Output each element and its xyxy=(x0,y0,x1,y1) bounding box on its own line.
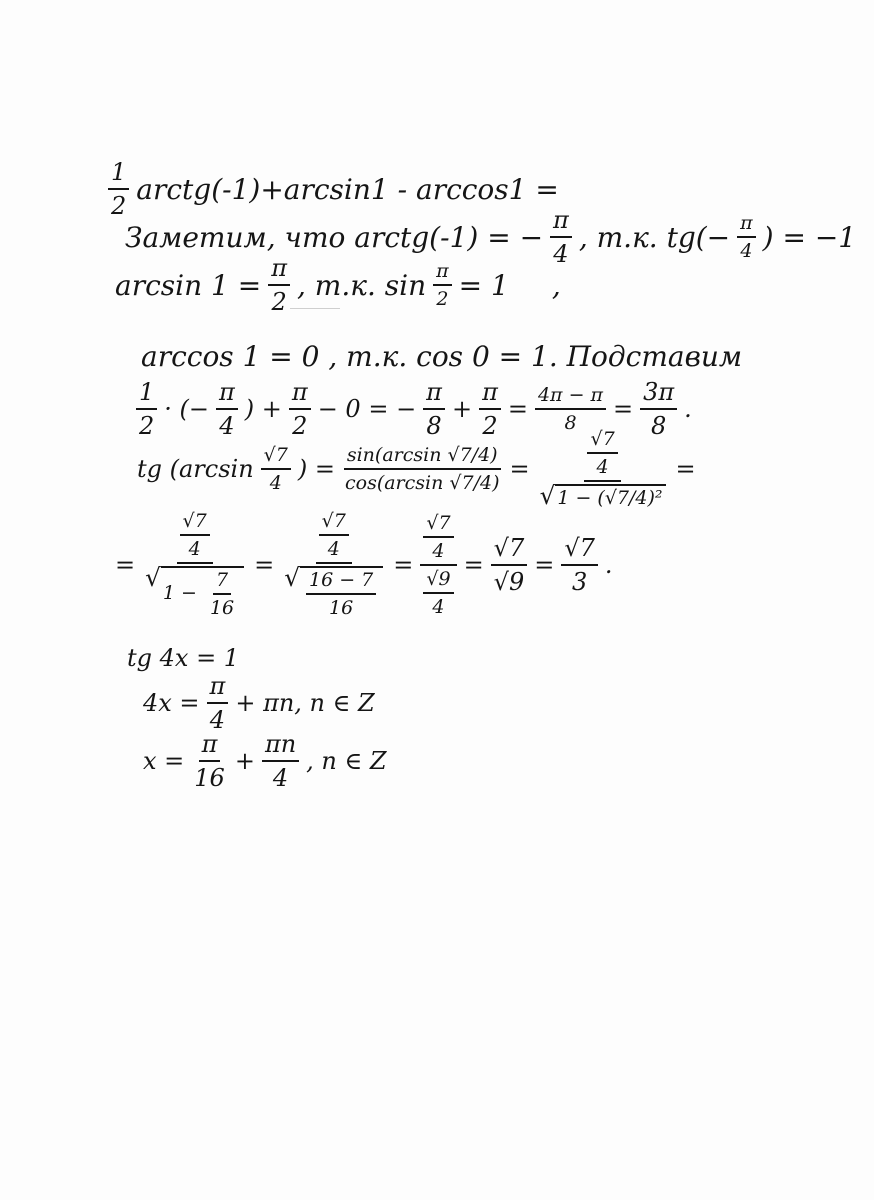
fraction-denominator: 4 xyxy=(188,538,201,560)
fraction-denominator: 4 xyxy=(272,764,289,792)
line-5-f: = xyxy=(507,395,528,423)
fraction-numerator: π xyxy=(268,254,290,286)
fraction-denominator xyxy=(420,566,456,618)
fraction-denominator: 8 xyxy=(651,412,667,440)
line-10-lead: x = xyxy=(143,747,185,775)
fraction-sqrt7-over-4 xyxy=(587,428,617,478)
radicand xyxy=(161,566,244,619)
fraction-numerator xyxy=(420,512,456,566)
line-5-d: − 0 = − xyxy=(317,395,417,423)
fraction-denominator: 16 xyxy=(329,597,354,619)
fraction-denominator: 4 xyxy=(432,539,445,562)
fraction-denominator: 8 xyxy=(426,412,442,440)
square-root xyxy=(539,481,666,510)
fraction-compound-c xyxy=(420,512,456,618)
fraction-numerator: √9 xyxy=(423,568,453,594)
fraction-denominator xyxy=(537,482,669,509)
fraction-denominator: 4 xyxy=(269,471,282,494)
fraction-7-over-16 xyxy=(207,569,237,619)
fraction-denominator xyxy=(142,564,247,619)
line-6-lead: tg (arcsin xyxy=(137,454,254,483)
fraction-sqrt7-over-3 xyxy=(561,534,598,596)
fraction-numerator: π xyxy=(199,730,221,762)
fraction-numerator: 4π − π xyxy=(535,384,606,410)
fraction-denominator: 2 xyxy=(436,288,449,310)
fraction-numerator: 1 xyxy=(108,158,129,190)
fraction-sqrt9-over-4 xyxy=(423,568,453,618)
fraction-compound-a xyxy=(142,510,247,619)
line-3-arcsin xyxy=(112,254,564,316)
fraction-numerator: π xyxy=(207,672,229,704)
line-6-close: ) = xyxy=(297,454,335,483)
fraction-denominator: 4 xyxy=(432,595,445,618)
line-4-arccos xyxy=(138,340,745,373)
fraction-numerator: √7 xyxy=(587,428,617,454)
fraction-numerator: √7 xyxy=(423,512,453,538)
fraction-denominator: 4 xyxy=(209,706,226,734)
fraction-numerator: √7 xyxy=(319,510,349,536)
line-6-eq: = xyxy=(509,454,530,483)
radicand: 1 − (√7/4)² xyxy=(555,484,665,509)
fraction-numerator: π xyxy=(433,260,452,286)
line-7-eq1: = xyxy=(254,550,275,579)
line-3-lead: arcsin 1 = xyxy=(115,268,262,302)
fraction-numerator: π xyxy=(423,378,445,410)
fraction-denominator: 4 xyxy=(553,240,569,268)
line-6-tg-arcsin xyxy=(134,428,699,509)
square-root xyxy=(145,563,244,619)
fraction-denominator: √9 xyxy=(493,567,525,596)
fraction-denominator xyxy=(281,564,386,619)
fraction-denominator: 4 xyxy=(219,412,235,440)
line-6-end: = xyxy=(675,454,696,483)
fraction-numerator: sin(arcsin √7/4) xyxy=(344,444,501,470)
fraction-sqrt7-over-sqrt9 xyxy=(491,534,528,596)
line-9-lead: 4x = xyxy=(143,689,200,717)
fraction-numerator: 16 − 7 xyxy=(306,569,376,595)
fraction-numerator: √7 xyxy=(261,444,291,470)
fraction-pi-over-4 xyxy=(737,212,756,262)
radical-sign: √ xyxy=(145,563,161,592)
fraction-denominator: 16 xyxy=(209,597,235,619)
fraction-sin-over-cos xyxy=(342,444,503,494)
fraction-numerator: π xyxy=(737,212,756,238)
fraction-4pi-minus-pi-over-8 xyxy=(535,384,606,434)
fraction-denominator: 2 xyxy=(271,288,287,316)
fraction-numerator: π xyxy=(216,378,238,410)
fraction-pin-over-4 xyxy=(262,730,299,792)
fraction-numerator: √7 xyxy=(180,510,210,536)
fraction-16-minus-7-over-16 xyxy=(306,569,376,619)
line-10-plus: + xyxy=(234,747,255,775)
fraction-sqrt7-over-4 xyxy=(319,510,349,560)
fraction-compound-b xyxy=(281,510,386,619)
fraction-denominator: 4 xyxy=(327,538,340,560)
line-10-tail: , n ∈ Z xyxy=(306,747,387,775)
line-9-4x xyxy=(140,672,378,734)
fraction-numerator xyxy=(316,510,352,564)
line-5-c: ) + xyxy=(244,395,282,423)
line-7-eq2: = xyxy=(393,550,414,579)
line-7-end: . xyxy=(604,550,613,579)
radicand-text: 1 − xyxy=(162,582,197,604)
fraction-numerator: √7 xyxy=(491,534,528,566)
line-7-lead: = xyxy=(115,550,136,579)
fraction-numerator: π xyxy=(550,206,572,238)
fraction-sqrt7-over-4 xyxy=(180,510,210,560)
fraction-denominator: cos(arcsin √7/4) xyxy=(344,471,500,494)
fraction-denominator: 4 xyxy=(740,240,753,262)
fraction-numerator xyxy=(177,510,213,564)
line-7-simplification xyxy=(112,510,616,619)
line-5-b: · (− xyxy=(164,395,210,423)
fraction-sqrt7-over-4 xyxy=(423,512,453,562)
line-2-tail: ) = −1 xyxy=(762,220,857,254)
fraction-numerator xyxy=(584,428,620,482)
radical-sign: √ xyxy=(284,563,300,592)
radicand xyxy=(300,566,383,619)
fraction-denominator: 16 xyxy=(194,764,225,792)
fraction-denominator: 2 xyxy=(482,412,498,440)
line-10-x xyxy=(140,730,390,792)
fraction-pi-over-16 xyxy=(191,730,228,792)
line-5-e: + xyxy=(451,395,473,423)
fraction-numerator: 1 xyxy=(136,378,157,410)
line-3-mid: , т.к. sin xyxy=(296,268,427,302)
line-3-comma: , xyxy=(551,268,561,302)
line-7-eq4: = xyxy=(534,550,555,579)
fraction-sqrt7-over-4 xyxy=(261,444,291,494)
fraction-denominator: 2 xyxy=(111,192,127,220)
fraction-denominator: 8 xyxy=(564,412,577,434)
fraction-denominator: 2 xyxy=(292,412,308,440)
fraction-pi-over-2 xyxy=(433,260,452,310)
line-5-end: . xyxy=(684,395,692,423)
line-7-eq3: = xyxy=(463,550,484,579)
fraction-denominator: 2 xyxy=(139,412,155,440)
line-3-tail: = 1 xyxy=(458,268,509,302)
fraction-denominator: 3 xyxy=(571,567,588,596)
fraction-numerator: 7 xyxy=(213,569,231,595)
fraction-numerator: √7 xyxy=(561,534,598,566)
fraction-numerator: π xyxy=(479,378,501,410)
fraction-numerator: 3π xyxy=(640,378,677,410)
fraction-pi-over-2 xyxy=(268,254,290,316)
line-5-g: = xyxy=(613,395,634,423)
line-1-text: arctg(-1)+arcsin1 - arccos1 = xyxy=(136,172,559,206)
fraction-numerator: π xyxy=(289,378,311,410)
square-root xyxy=(284,563,383,619)
line-8-tg4x xyxy=(124,644,242,672)
line-9-tail: + πn, n ∈ Z xyxy=(235,689,375,717)
fraction-numerator: πn xyxy=(262,730,299,762)
line-2-mid: , т.к. tg(− xyxy=(578,220,731,254)
fraction-denominator: 4 xyxy=(596,456,609,478)
line-4-text: arccos 1 = 0 , т.к. cos 0 = 1. Подставим xyxy=(141,340,743,373)
line-2-lead: Заметим, что arctg(-1) = − xyxy=(125,220,544,254)
fraction-pi-over-4 xyxy=(207,672,229,734)
fraction-compound xyxy=(537,428,669,509)
line-8-text: tg 4x = 1 xyxy=(127,644,240,672)
radical-sign: √ xyxy=(539,481,556,510)
